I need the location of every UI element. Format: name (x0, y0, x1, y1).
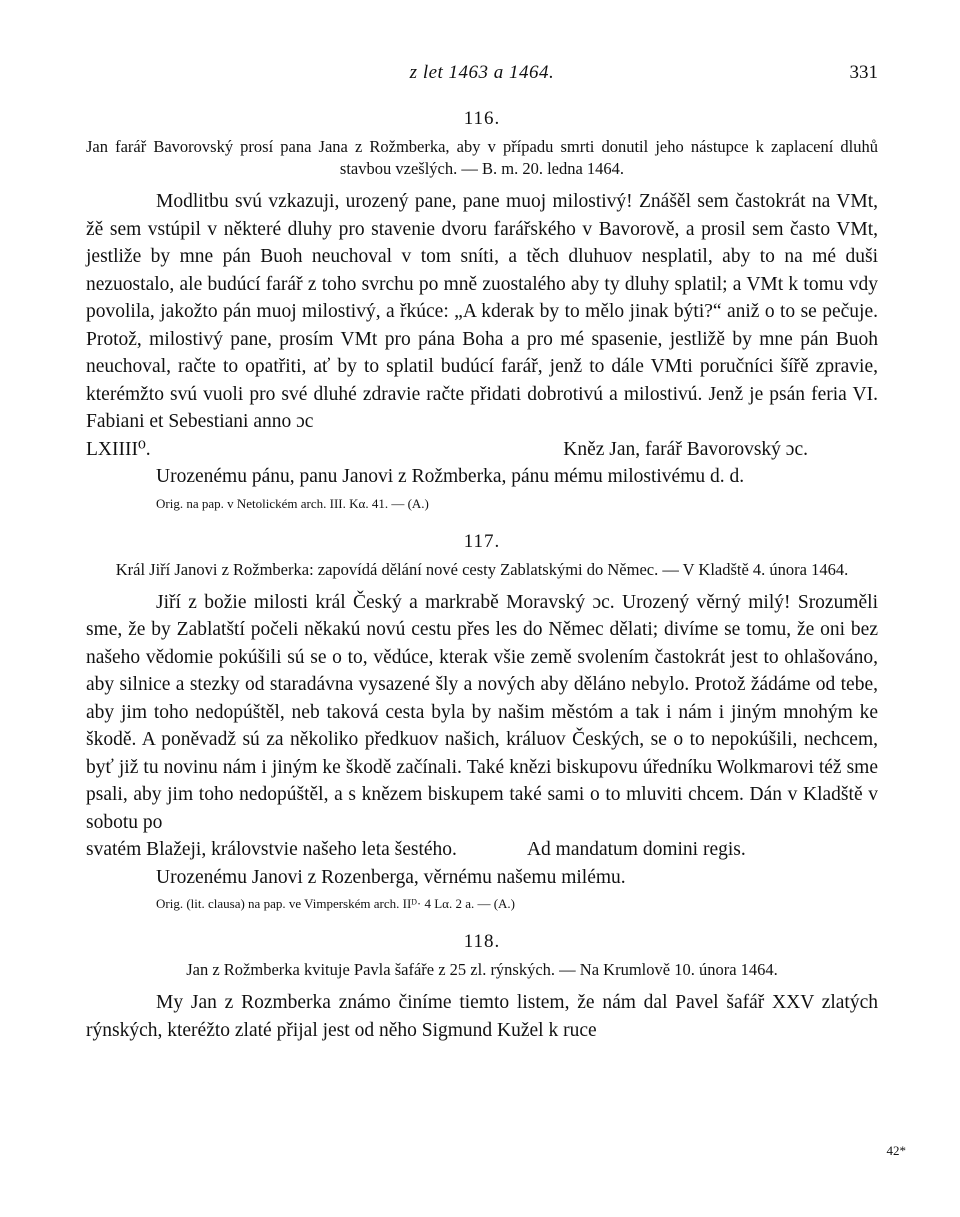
signature-116: Kněz Jan, farář Bavorovský ɔc. (563, 438, 808, 460)
mandate-117: Ad mandatum domini regis. (526, 839, 746, 860)
last-line-117: svatém Blažeji, královstvie našeho leta šestého. (86, 839, 457, 860)
signature-mark: 42* (886, 1143, 906, 1158)
source-note-117: Orig. (lit. clausa) na pap. ve Vimperském arch. IIᴰ· 4 Lα. 2 a. — (A.) (156, 896, 516, 911)
source-note-116: Orig. na pap. v Netolickém arch. III. Kα. 41. — (A.) (156, 495, 429, 511)
date-end-116: LXIIII⁰. (86, 438, 151, 460)
document-page (86, 58, 878, 1044)
document-summary-118: Jan z Rožmberka kvituje Pavla šafáře z 25 zl. rýnských. — Na Krumlově 10. února 1464. (186, 960, 778, 979)
document-number-116: 116. (463, 108, 501, 129)
document-number-118: 118. (463, 931, 501, 952)
address-116: Urozenému pánu, panu Janovi z Rožmberka, pánu mému milostivému d. d. (156, 466, 745, 487)
address-117: Urozenému Janovi z Rozenberga, věrnému našemu milému. (156, 866, 626, 888)
document-summary-117: Král Jiří Janovi z Rožmberka: zapovídá dělání nové cesty Zablatskými do Němec. — V Kladště 4. února 1464. (115, 559, 849, 579)
document-number-117: 117. (463, 530, 501, 552)
document-body-116: Modlitbu svú vzkazuji, urozený pane, pane muoj milostivý! Znášěl sem častokrát na VMt, žě sem vstúpil v některé dluhy pro stavenie dvoru farářského v Bavorově, a prosil sem často VMt, jestliže by mne pán Buoh neuchoval v tom sníti, a těch dluhuov nesplatil, aby to na mé duši nezuostalo, ale budúcí farář z toho svrchu po mně zuostalého aby ty dluhy splatil; a VMt k tomu vdy povolila, jakožto pán muoj milostivý, a řkúce: „A kderak by to mělo jinak býti?“ aniž o to se pečuje. Protož, milostivý pane, prosím VMt pro pána Boha a pro mé spasenie, jestližě by mne pán Buoh neuchoval, račte to opatřiti, ať by to splatil budúcí farář, jenž to dále VMti poručníci šířě zpravie, kterémžto svú vuoli pro své dluhé zdravie račte přidati dobrotivú a milostivú. Jenž je psán feria VI. Fabiani et Sebestiani anno ɔc (86, 191, 878, 432)
document-body-117: Jiří z božie milosti král Český a markrabě Moravský ɔc. Urozený věrný milý! Srozuměli sme, že by Zablatští počeli někakú novú cestu přes les do Němec dělati; divíme se tomu, že oni bez našeho vědomie pokúšili sú se o to, vědúce, kterak všie země svolením častokrát jest to ohlašováno, aby silnice a stezky od staradávna vysazené šly a nových aby děláno nebylo. Protož žádáme od tebe, aby jim toho nedopúštěl, neb taková cesta byla by našim městóm a tak i nám i jiným mnohým ke škodě. A poněvadž sú za několiko předkuov našich, králuov Českých, se o to nepokúšili, nechcem, byť již tu novinu nám i jiným ke škodě začínali. Také knězi biskupovu úředníku Wolkmarovi též sme psali, aby jim toho nedopúštěl, a s knězem biskupem také sami o to mluviti chcem. Dán v Kladště v sobotu po (86, 591, 878, 833)
document-body-118: My Jan z Rozmberka známo činíme tiemto listem, že nám dal Pavel šafář XXV zlatých rýnských, kteréžto zlaté přijal jest od něho Sigmund Kužel k ruce (86, 992, 878, 1041)
document-summary-116: Jan farář Bavorovský prosí pana Jana z Rožmberka, aby v případu smrti donutil jeho nástupce k zaplacení dluhů stavbou vzešlých. — B. m. 20. ledna 1464. (86, 137, 878, 178)
running-title: z let 1463 a 1464. (409, 62, 555, 83)
closing-line-116 (86, 436, 878, 464)
page-header (86, 58, 878, 92)
closing-line-117 (86, 836, 878, 864)
page-number: 331 (849, 62, 878, 83)
